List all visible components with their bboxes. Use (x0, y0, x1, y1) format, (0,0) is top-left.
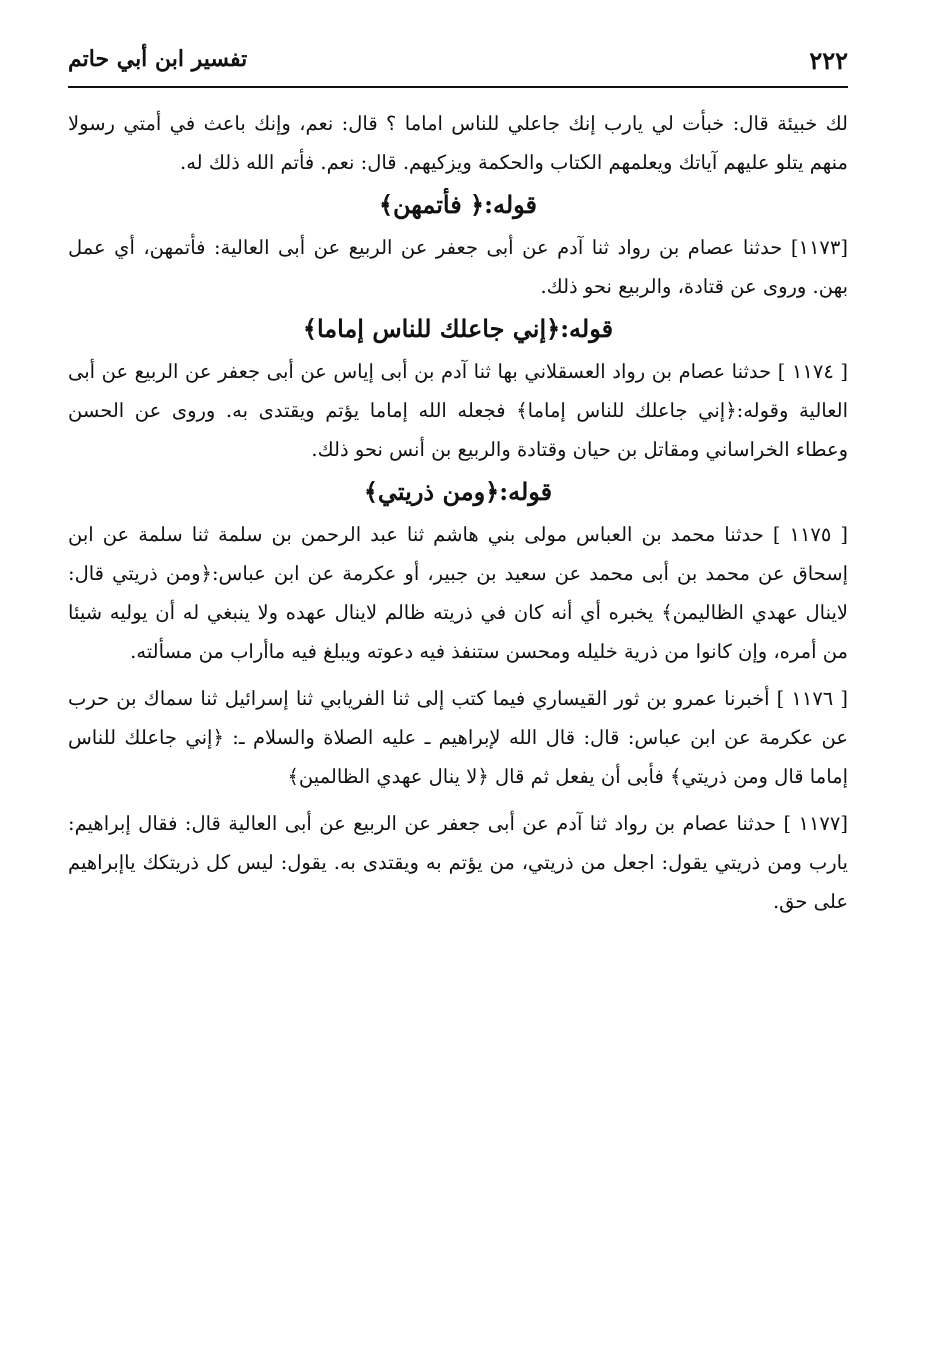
paragraph: لك خبيئة قال: خبأت لي يارب إنك جاعلي للناس اماما ؟ قال: نعم، وإنك باعث في أمتي رسولا منهم يتلو عليهم آياتك ويعلمهم الكتاب والحكمة ويزكيهم. قال: نعم. فأتم الله ذلك له. (68, 112, 848, 174)
section-heading: قوله:﴿إني جاعلك للناس إماما﴾ (302, 314, 614, 343)
paragraph: [ ١١٧٥ ] حدثنا محمد بن العباس مولى بني هاشم ثنا عبد الرحمن بن سلمة ثنا سلمة عن ابن إسحاق عن محمد بن أبى محمد عن سعيد بن جبير، أو عكرمة عن ابن عباس:﴿ومن ذريتي قال: لاينال عهدي الظاليمن﴾ يخبره أي أنه كان في ذريته ظالم لاينال عهده ولا ينبغي له أن يوليه شيئا من أمره، وإن كانوا من ذرية خليله ومحسن ستنفذ فيه دعوته ويبلغ فيه ماأراب من مسألته. (68, 523, 848, 663)
section-heading: قوله:﴿ فأتمهن﴾ (378, 190, 538, 219)
paragraph: [١١٧٧ ] حدثنا عصام بن رواد ثنا آدم عن أبى جعفر عن الربيع عن أبى العالية قال: فقال إبراهيم: يارب ومن ذريتي يقول: اجعل من ذريتي، من يؤتم به ويقتدى به. يقول: ليس كل ذريتكك ياإبراهيم على حق. (68, 812, 848, 913)
book-title: تفسير ابن أبي حاتم (68, 46, 248, 72)
header-rule (68, 86, 848, 88)
page-number: ٢٢٢ (809, 46, 848, 75)
paragraph: [ ١١٧٦ ] أخبرنا عمرو بن ثور القيساري فيما كتب إلى ثنا الفريابي ثنا إسرائيل ثنا سماك بن حرب عن عكرمة عن ابن عباس: قال: قال الله لإبراهيم ـ عليه الصلاة والسلام ـ: ﴿إني جاعلك للناس إماما قال ومن ذريتي﴾ فأبى أن يفعل ثم قال ﴿لا ينال عهدي الظالمين﴾ (68, 687, 848, 788)
paragraph: [ ١١٧٤ ] حدثنا عصام بن رواد العسقلاني بها ثنا آدم بن أبى إياس عن أبى جعفر عن الربيع عن أبى العالية وقوله:﴿إني جاعلك للناس إماما﴾ فجعله الله إماما يؤتم ويقتدى به. وروى عن الحسن وعطاء الخراساني ومقاتل بن حيان وقتادة والربيع بن أنس نحو ذلك. (68, 360, 848, 461)
section-heading: قوله:﴿ومن ذريتي﴾ (363, 477, 553, 506)
page-body (68, 104, 848, 921)
paragraph: [١١٧٣] حدثنا عصام بن رواد ثنا آدم عن أبى جعفر عن الربيع عن أبى العالية: فأتمهن، أي عمل بهن. وروى عن قتادة، والربيع نحو ذلك. (68, 236, 848, 298)
running-header (68, 40, 848, 84)
